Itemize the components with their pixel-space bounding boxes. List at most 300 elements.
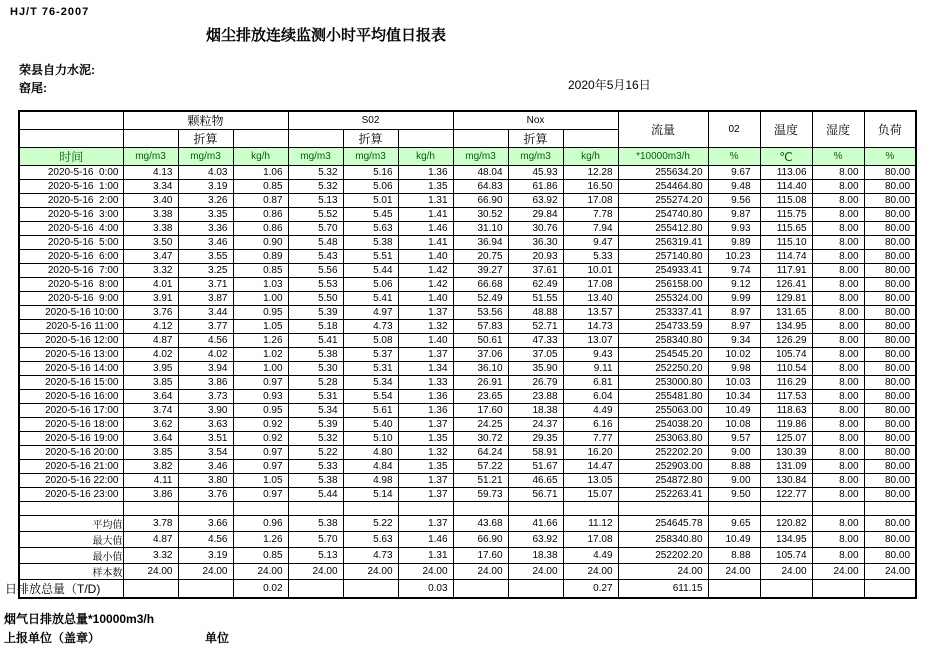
group-header-pm: 颗粒物	[123, 111, 288, 130]
value-cell: 126.29	[760, 334, 812, 348]
time-cell: 2020-5-16 21:00	[19, 460, 123, 474]
monitoring-point: 窑尾:	[19, 81, 47, 95]
value-cell: 115.10	[760, 236, 812, 250]
header-flow: 流量	[618, 111, 708, 148]
value-cell: 3.32	[123, 548, 178, 564]
empty-cell	[563, 502, 618, 516]
value-cell: 80.00	[864, 516, 916, 532]
time-cell: 2020-5-16 8:00	[19, 278, 123, 292]
value-cell: 80.00	[864, 362, 916, 376]
value-cell: 56.71	[508, 488, 563, 502]
time-cell: 2020-5-16 15:00	[19, 376, 123, 390]
company-name: 荣县自力水泥:	[19, 63, 95, 77]
value-cell: 13.40	[563, 292, 618, 306]
value-cell: 116.29	[760, 376, 812, 390]
value-cell: 1.46	[398, 532, 453, 548]
unit-header-o2-pct: %	[708, 148, 760, 166]
value-cell: 24.00	[453, 564, 508, 580]
empty-cell	[19, 502, 123, 516]
value-cell: 4.97	[343, 306, 398, 320]
value-cell: 1.40	[398, 250, 453, 264]
value-cell: 3.25	[178, 264, 233, 278]
value-cell: 4.02	[123, 348, 178, 362]
value-cell: 258340.80	[618, 334, 708, 348]
summary-row	[19, 548, 916, 564]
value-cell: 115.65	[760, 222, 812, 236]
value-cell: 5.43	[288, 250, 343, 264]
value-cell: 5.06	[343, 180, 398, 194]
value-cell: 6.81	[563, 376, 618, 390]
value-cell: 105.74	[760, 348, 812, 362]
value-cell: 252903.00	[618, 460, 708, 474]
value-cell: 130.84	[760, 474, 812, 488]
page-title: 烟尘排放连续监测小时平均值日报表	[205, 27, 446, 44]
summary-row	[19, 516, 916, 532]
value-cell: 5.39	[288, 306, 343, 320]
value-cell: 3.51	[178, 432, 233, 446]
value-cell: 129.81	[760, 292, 812, 306]
value-cell: 1.37	[398, 488, 453, 502]
value-cell: 1.32	[398, 446, 453, 460]
value-cell: 6.16	[563, 418, 618, 432]
data-row	[19, 264, 916, 278]
value-cell: 254872.80	[618, 474, 708, 488]
value-cell: 9.67	[708, 166, 760, 180]
value-cell: 41.66	[508, 516, 563, 532]
value-cell: 9.12	[708, 278, 760, 292]
value-cell: 5.31	[288, 390, 343, 404]
value-cell: 24.00	[563, 564, 618, 580]
value-cell: 5.44	[288, 488, 343, 502]
value-cell: 0.95	[233, 404, 288, 418]
value-cell: 50.61	[453, 334, 508, 348]
value-cell: 3.36	[178, 222, 233, 236]
data-row	[19, 334, 916, 348]
value-cell: 0.02	[233, 580, 288, 599]
value-cell: 80.00	[864, 166, 916, 180]
value-cell: 114.40	[760, 180, 812, 194]
value-cell: 9.56	[708, 194, 760, 208]
value-cell: 36.10	[453, 362, 508, 376]
value-cell: 126.41	[760, 278, 812, 292]
value-cell: 5.01	[343, 194, 398, 208]
value-cell: 47.33	[508, 334, 563, 348]
value-cell: 46.65	[508, 474, 563, 488]
value-cell: 1.37	[398, 306, 453, 320]
value-cell: 3.47	[123, 250, 178, 264]
summary-row	[19, 564, 916, 580]
value-cell: 8.00	[812, 264, 864, 278]
value-cell: 80.00	[864, 474, 916, 488]
time-cell: 2020-5-16 6:00	[19, 250, 123, 264]
data-row	[19, 292, 916, 306]
value-cell: 4.56	[178, 532, 233, 548]
time-cell: 2020-5-16 9:00	[19, 292, 123, 306]
value-cell	[123, 580, 178, 599]
value-cell: 23.88	[508, 390, 563, 404]
value-cell: 122.77	[760, 488, 812, 502]
value-cell: 0.90	[233, 236, 288, 250]
header-empty	[398, 130, 453, 148]
value-cell: 7.78	[563, 208, 618, 222]
value-cell: 45.93	[508, 166, 563, 180]
data-row	[19, 376, 916, 390]
value-cell: 4.11	[123, 474, 178, 488]
value-cell: 9.00	[708, 474, 760, 488]
value-cell: 1.05	[233, 474, 288, 488]
data-row	[19, 460, 916, 474]
value-cell: 17.60	[453, 404, 508, 418]
value-cell: 36.94	[453, 236, 508, 250]
value-cell	[508, 580, 563, 599]
value-cell: 253337.41	[618, 306, 708, 320]
value-cell: 11.12	[563, 516, 618, 532]
value-cell: 1.36	[398, 166, 453, 180]
value-cell: 80.00	[864, 278, 916, 292]
value-cell: 253063.80	[618, 432, 708, 446]
header-empty	[563, 130, 618, 148]
value-cell: 16.20	[563, 446, 618, 460]
value-cell: 0.87	[233, 194, 288, 208]
value-cell: 57.22	[453, 460, 508, 474]
value-cell: 4.73	[343, 320, 398, 334]
value-cell: 57.83	[453, 320, 508, 334]
value-cell: 5.70	[288, 532, 343, 548]
value-cell: 8.00	[812, 532, 864, 548]
value-cell: 58.91	[508, 446, 563, 460]
value-cell: 0.86	[233, 208, 288, 222]
value-cell: 20.93	[508, 250, 563, 264]
value-cell: 5.63	[343, 532, 398, 548]
value-cell: 5.33	[288, 460, 343, 474]
time-cell: 2020-5-16 23:00	[19, 488, 123, 502]
time-cell: 2020-5-16 19:00	[19, 432, 123, 446]
value-cell: 51.21	[453, 474, 508, 488]
value-cell: 52.71	[508, 320, 563, 334]
value-cell: 3.91	[123, 292, 178, 306]
summary-label: 平均值	[19, 516, 123, 532]
value-cell: 4.49	[563, 404, 618, 418]
unit-header-pm-mg: mg/m3	[123, 148, 178, 166]
value-cell: 5.38	[288, 348, 343, 362]
data-row	[19, 222, 916, 236]
value-cell: 20.75	[453, 250, 508, 264]
data-row	[19, 306, 916, 320]
value-cell: 0.97	[233, 488, 288, 502]
value-cell: 5.14	[343, 488, 398, 502]
value-cell: 9.43	[563, 348, 618, 362]
value-cell: 611.15	[618, 580, 708, 599]
value-cell: 5.08	[343, 334, 398, 348]
value-cell: 119.86	[760, 418, 812, 432]
value-cell: 0.97	[233, 376, 288, 390]
value-cell: 255274.20	[618, 194, 708, 208]
value-cell: 9.57	[708, 432, 760, 446]
value-cell: 1.26	[233, 334, 288, 348]
value-cell: 1.03	[233, 278, 288, 292]
value-cell: 1.37	[398, 516, 453, 532]
empty-cell	[618, 502, 708, 516]
unit-header-flow: *10000m3/h	[618, 148, 708, 166]
empty-cell	[864, 502, 916, 516]
unit-header-nox-converted: mg/m3	[508, 148, 563, 166]
value-cell: 8.97	[708, 306, 760, 320]
value-cell: 8.00	[812, 376, 864, 390]
value-cell: 5.41	[343, 292, 398, 306]
value-cell: 66.68	[453, 278, 508, 292]
value-cell: 53.56	[453, 306, 508, 320]
unit-header-so2-kgh: kg/h	[398, 148, 453, 166]
value-cell: 80.00	[864, 418, 916, 432]
value-cell: 255412.80	[618, 222, 708, 236]
value-cell: 4.56	[178, 334, 233, 348]
value-cell: 3.90	[178, 404, 233, 418]
value-cell: 0.97	[233, 460, 288, 474]
value-cell: 80.00	[864, 250, 916, 264]
value-cell: 8.00	[812, 278, 864, 292]
value-cell: 254464.80	[618, 180, 708, 194]
value-cell	[288, 580, 343, 599]
value-cell: 24.00	[343, 564, 398, 580]
header-o2: 02	[708, 111, 760, 148]
value-cell: 80.00	[864, 292, 916, 306]
header-empty	[123, 130, 178, 148]
value-cell: 80.00	[864, 404, 916, 418]
value-cell	[864, 580, 916, 599]
value-cell: 0.85	[233, 264, 288, 278]
value-cell: 80.00	[864, 180, 916, 194]
value-cell: 80.00	[864, 532, 916, 548]
data-row	[19, 474, 916, 488]
value-cell: 35.90	[508, 362, 563, 376]
value-cell: 3.44	[178, 306, 233, 320]
value-cell: 5.22	[288, 446, 343, 460]
value-cell: 252202.20	[618, 446, 708, 460]
value-cell: 253000.80	[618, 376, 708, 390]
value-cell: 3.19	[178, 180, 233, 194]
value-cell: 1.33	[398, 376, 453, 390]
value-cell: 8.00	[812, 180, 864, 194]
value-cell: 4.02	[178, 348, 233, 362]
value-cell: 30.76	[508, 222, 563, 236]
value-cell: 14.73	[563, 320, 618, 334]
time-cell: 2020-5-16 10:00	[19, 306, 123, 320]
value-cell: 9.00	[708, 446, 760, 460]
time-cell: 2020-5-16 12:00	[19, 334, 123, 348]
time-cell: 2020-5-16 13:00	[19, 348, 123, 362]
value-cell: 8.00	[812, 460, 864, 474]
time-cell: 2020-5-16 22:00	[19, 474, 123, 488]
value-cell: 10.49	[708, 532, 760, 548]
value-cell: 3.64	[123, 390, 178, 404]
group-header-nox: Nox	[453, 111, 618, 130]
value-cell: 9.11	[563, 362, 618, 376]
value-cell: 1.02	[233, 348, 288, 362]
value-cell: 5.06	[343, 278, 398, 292]
value-cell: 3.95	[123, 362, 178, 376]
value-cell: 24.00	[708, 564, 760, 580]
header-empty	[19, 111, 123, 130]
value-cell: 24.00	[864, 564, 916, 580]
value-cell: 80.00	[864, 446, 916, 460]
value-cell: 5.32	[288, 432, 343, 446]
value-cell: 3.62	[123, 418, 178, 432]
value-cell: 80.00	[864, 348, 916, 362]
value-cell: 3.73	[178, 390, 233, 404]
value-cell: 3.54	[178, 446, 233, 460]
value-cell: 130.39	[760, 446, 812, 460]
empty-cell	[123, 502, 178, 516]
empty-cell	[508, 502, 563, 516]
value-cell: 80.00	[864, 320, 916, 334]
value-cell: 5.56	[288, 264, 343, 278]
value-cell: 0.89	[233, 250, 288, 264]
value-cell: 113.06	[760, 166, 812, 180]
value-cell: 5.50	[288, 292, 343, 306]
value-cell: 4.13	[123, 166, 178, 180]
value-cell: 64.24	[453, 446, 508, 460]
value-cell: 3.74	[123, 404, 178, 418]
data-row	[19, 278, 916, 292]
value-cell: 24.00	[508, 564, 563, 580]
header-temp: 温度	[760, 111, 812, 148]
value-cell: 5.34	[288, 404, 343, 418]
value-cell: 8.00	[812, 320, 864, 334]
value-cell: 1.31	[398, 548, 453, 564]
value-cell: 252202.20	[618, 548, 708, 564]
flue-gas-total-note: 烟气日排放总量*10000m3/h	[4, 612, 155, 626]
value-cell: 13.05	[563, 474, 618, 488]
value-cell: 4.73	[343, 548, 398, 564]
value-cell: 3.66	[178, 516, 233, 532]
value-cell: 3.46	[178, 460, 233, 474]
time-cell: 2020-5-16 20:00	[19, 446, 123, 460]
value-cell: 80.00	[864, 460, 916, 474]
unit-header-nox-mg: mg/m3	[453, 148, 508, 166]
value-cell: 5.28	[288, 376, 343, 390]
value-cell: 254733.59	[618, 320, 708, 334]
unit-header-celsius: ℃	[760, 148, 812, 166]
group-header-so2: S02	[288, 111, 453, 130]
value-cell: 24.00	[123, 564, 178, 580]
value-cell: 9.74	[708, 264, 760, 278]
time-cell: 2020-5-16 3:00	[19, 208, 123, 222]
value-cell: 80.00	[864, 222, 916, 236]
value-cell: 1.05	[233, 320, 288, 334]
value-cell: 24.00	[812, 564, 864, 580]
value-cell: 51.67	[508, 460, 563, 474]
value-cell: 8.00	[812, 306, 864, 320]
value-cell: 8.00	[812, 208, 864, 222]
value-cell: 5.13	[288, 194, 343, 208]
value-cell: 4.98	[343, 474, 398, 488]
value-cell: 10.49	[708, 404, 760, 418]
value-cell: 5.52	[288, 208, 343, 222]
value-cell: 3.35	[178, 208, 233, 222]
value-cell: 80.00	[864, 194, 916, 208]
value-cell: 63.92	[508, 532, 563, 548]
value-cell: 3.94	[178, 362, 233, 376]
value-cell: 51.55	[508, 292, 563, 306]
value-cell: 1.26	[233, 532, 288, 548]
value-cell: 80.00	[864, 334, 916, 348]
value-cell: 8.00	[812, 222, 864, 236]
value-cell: 80.00	[864, 432, 916, 446]
value-cell: 9.65	[708, 516, 760, 532]
value-cell: 1.37	[398, 418, 453, 432]
value-cell: 115.08	[760, 194, 812, 208]
value-cell: 3.26	[178, 194, 233, 208]
value-cell: 115.75	[760, 208, 812, 222]
value-cell: 10.34	[708, 390, 760, 404]
value-cell: 0.95	[233, 306, 288, 320]
value-cell: 131.65	[760, 306, 812, 320]
value-cell: 5.38	[288, 516, 343, 532]
value-cell: 114.74	[760, 250, 812, 264]
value-cell: 17.08	[563, 194, 618, 208]
value-cell: 3.76	[178, 488, 233, 502]
value-cell: 257140.80	[618, 250, 708, 264]
value-cell: 256158.00	[618, 278, 708, 292]
value-cell: 4.03	[178, 166, 233, 180]
value-cell: 125.07	[760, 432, 812, 446]
value-cell: 5.10	[343, 432, 398, 446]
time-cell: 2020-5-16 18:00	[19, 418, 123, 432]
converted-header-so2: 折算	[343, 130, 398, 148]
value-cell: 8.97	[708, 320, 760, 334]
empty-cell	[288, 502, 343, 516]
value-cell: 5.51	[343, 250, 398, 264]
value-cell: 10.02	[708, 348, 760, 362]
data-row	[19, 166, 916, 180]
unit-header-pm-kgh: kg/h	[233, 148, 288, 166]
value-cell: 5.41	[288, 334, 343, 348]
time-cell: 2020-5-16 16:00	[19, 390, 123, 404]
value-cell: 8.00	[812, 348, 864, 362]
time-cell: 2020-5-16 0:00	[19, 166, 123, 180]
value-cell: 117.91	[760, 264, 812, 278]
value-cell: 24.00	[398, 564, 453, 580]
value-cell: 1.35	[398, 432, 453, 446]
value-cell: 15.07	[563, 488, 618, 502]
value-cell: 5.32	[288, 180, 343, 194]
value-cell: 255063.00	[618, 404, 708, 418]
value-cell: 8.00	[812, 432, 864, 446]
data-row	[19, 208, 916, 222]
value-cell: 5.31	[343, 362, 398, 376]
value-cell: 7.77	[563, 432, 618, 446]
value-cell: 9.47	[563, 236, 618, 250]
header-empty	[233, 130, 288, 148]
value-cell: 4.87	[123, 532, 178, 548]
value-cell	[453, 580, 508, 599]
value-cell: 256319.41	[618, 236, 708, 250]
empty-cell	[708, 502, 760, 516]
unit-header-humidity-pct: %	[812, 148, 864, 166]
empty-cell	[453, 502, 508, 516]
value-cell: 5.22	[343, 516, 398, 532]
value-cell: 30.52	[453, 208, 508, 222]
value-cell: 48.04	[453, 166, 508, 180]
value-cell: 66.90	[453, 532, 508, 548]
value-cell: 59.73	[453, 488, 508, 502]
value-cell: 5.34	[343, 376, 398, 390]
value-cell: 23.65	[453, 390, 508, 404]
unit-header-nox-kgh: kg/h	[563, 148, 618, 166]
header-load: 负荷	[864, 111, 916, 148]
value-cell: 4.80	[343, 446, 398, 460]
value-cell: 3.85	[123, 446, 178, 460]
